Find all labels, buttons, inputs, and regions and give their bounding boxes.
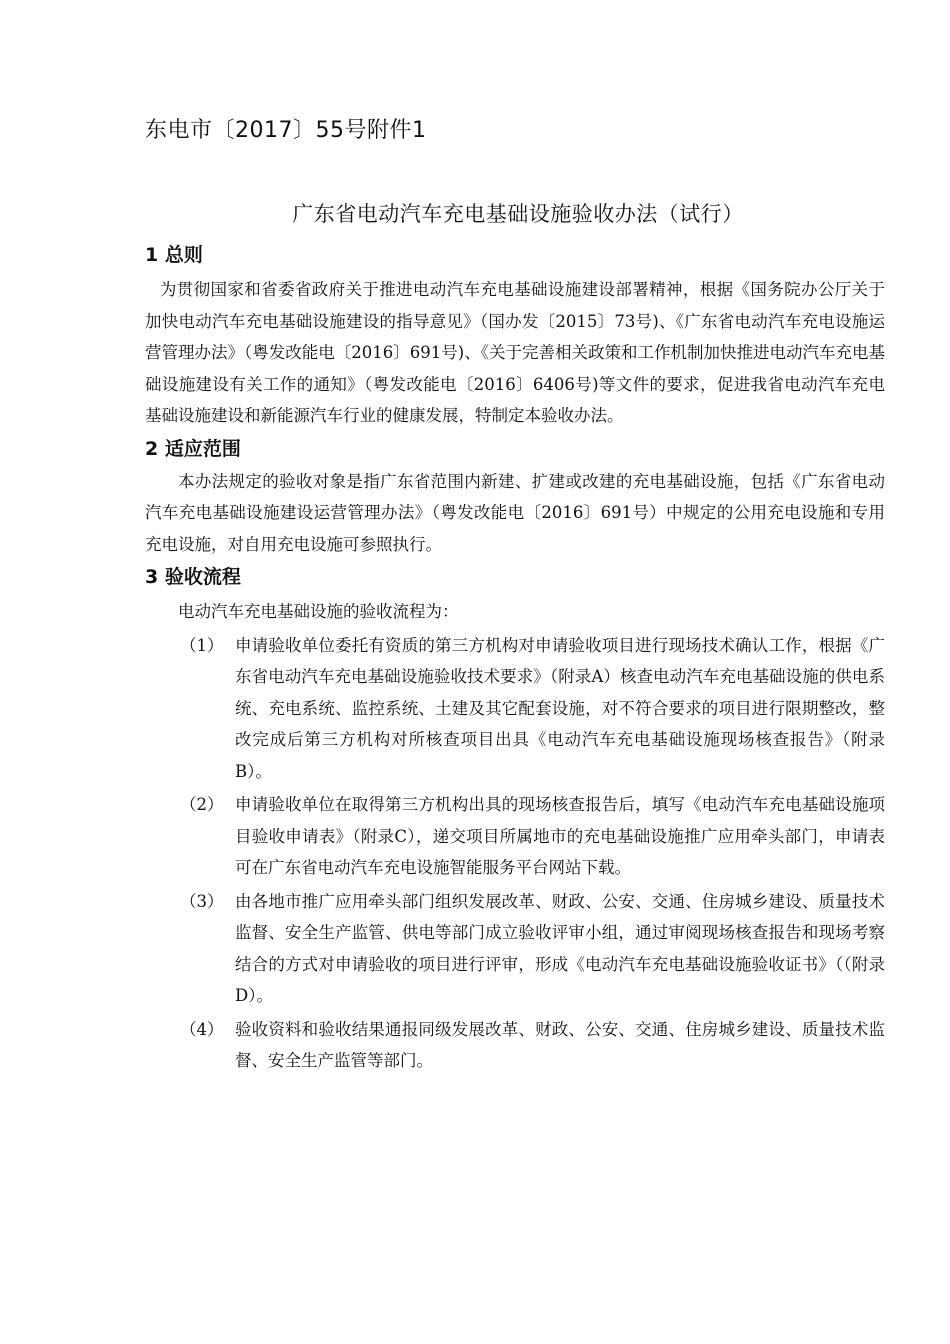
step-text: 申请验收单位委托有资质的第三方机构对申请验收项目进行现场技术确认工作，根据《广东省电动汽车充电基础设施验收技术要求》（附录A）核查电动汽车充电基础设施的供电系统、充电系统、监控系统、土建及其它配套设施，对不符合要求的项目进行限期整改，整改完成后第三方机构对所核查项目出具《电动汽车充电基础设施现场核查报告》（附录B）。 (235, 635, 885, 781)
step-number: （4） (180, 1019, 224, 1039)
document-title: 广东省电动汽车充电基础设施验收办法（试行） (292, 202, 744, 226)
process-step (145, 886, 885, 1012)
step-number: （1） (180, 635, 224, 655)
section-heading: 1 总则 (145, 244, 203, 266)
section-general (145, 238, 885, 432)
document-body (145, 238, 885, 1077)
paragraph: 本办法规定的验收对象是指广东省范围内新建、扩建或改建的充电基础设施，包括《广东省电动汽车充电基础设施建设运营管理办法》（粤发改能电〔2016〕691号）中规定的公用充电设施和专用充电设施，对自用充电设施可参照执行。 (145, 471, 885, 554)
document-reference: 东电市〔2017〕55号附件1 (145, 118, 427, 143)
process-step (145, 1014, 885, 1077)
process-step (145, 630, 885, 788)
section-scope (145, 432, 885, 561)
process-step (145, 789, 885, 884)
step-text: 验收资料和验收结果通报同级发展改革、财政、公安、交通、住房城乡建设、质量技术监督、安全生产监管等部门。 (235, 1019, 885, 1070)
step-number: （3） (180, 891, 224, 911)
step-text: 申请验收单位在取得第三方机构出具的现场核查报告后，填写《电动汽车充电基础设施项目验收申请表》（附录C），递交项目所属地市的充电基础设施推广应用牵头部门，申请表可在广东省电动汽车充电设施智能服务平台网站下载。 (235, 795, 885, 877)
section-heading: 3 验收流程 (145, 566, 241, 588)
paragraph: 为贯彻国家和省委省政府关于推进电动汽车充电基础设施建设部署精神，根据《国务院办公厅关于加快电动汽车充电基础设施建设的指导意见》（国办发〔2015〕73号)、《广东省电动汽车充电设施运营管理办法》（粤发改能电〔2016〕691号)、《关于完善相关政策和工作机制加快推进电动汽车充电基础设施建设有关工作的通知》（粤发改能电〔2016〕6406号)等文件的要求，促进我省电动汽车充电基础设施建设和新能源汽车行业的健康发展，特制定本验收办法。 (145, 280, 885, 425)
step-number: （2） (180, 795, 224, 814)
step-text: 由各地市推广应用牵头部门组织发展改革、财政、公安、交通、住房城乡建设、质量技术监督、安全生产监管、供电等部门成立验收评审小组，通过审阅现场核查报告和现场考察结合的方式对申请验收的项目进行评审，形成《电动汽车充电基础设施验收证书》（（附录D）。 (235, 891, 885, 1005)
section-acceptance-process (145, 560, 885, 1077)
section-heading: 2 适应范围 (145, 437, 241, 460)
process-intro: 电动汽车充电基础设施的验收流程为： (178, 602, 459, 621)
